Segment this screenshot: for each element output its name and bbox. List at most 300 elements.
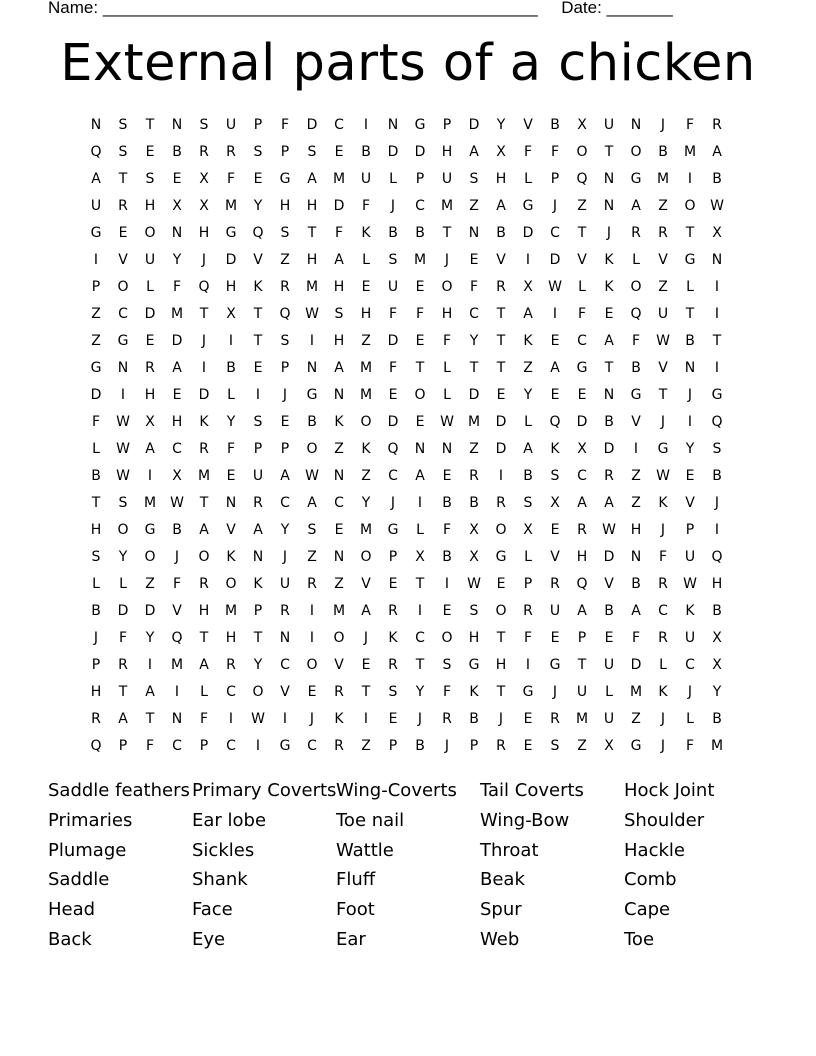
grid-letter: B <box>91 603 101 619</box>
grid-letter: B <box>658 144 668 160</box>
grid-letter: P <box>199 738 209 754</box>
grid-letter: X <box>712 630 722 646</box>
grid-letter: G <box>387 522 399 538</box>
grid-letter: P <box>415 171 425 187</box>
grid-letter: C <box>334 495 344 511</box>
grid-letter: A <box>604 495 614 511</box>
name-label: Name: <box>48 0 99 17</box>
grid-letter: O <box>414 387 426 403</box>
grid-letter: T <box>496 684 506 700</box>
grid-letter: E <box>496 576 506 592</box>
grid-letter: F <box>523 630 533 646</box>
grid-letter: H <box>306 252 318 268</box>
grid-letter: L <box>605 684 613 700</box>
grid-letter: M <box>413 252 427 268</box>
grid-letter: M <box>170 306 184 322</box>
grid-letter: Z <box>361 738 371 754</box>
word-list-item: Ear lobe <box>192 809 267 831</box>
grid-letter: L <box>389 171 397 187</box>
grid-letter: E <box>388 576 398 592</box>
grid-letter: L <box>416 522 424 538</box>
grid-letter: C <box>118 306 128 322</box>
grid-letter: G <box>90 225 102 241</box>
grid-letter: R <box>118 657 128 673</box>
grid-letter: Y <box>496 117 506 133</box>
grid-letter: K <box>658 684 668 700</box>
grid-letter: V <box>685 495 695 511</box>
grid-letter: B <box>172 522 182 538</box>
grid-letter: E <box>415 414 425 430</box>
grid-letter: B <box>685 333 695 349</box>
grid-letter: M <box>359 360 373 376</box>
grid-letter: R <box>631 225 641 241</box>
word-list-item: Spur <box>480 899 522 921</box>
grid-letter: T <box>307 225 317 241</box>
date-field[interactable]: _______ <box>606 0 673 17</box>
grid-letter: C <box>469 306 479 322</box>
grid-letter: A <box>145 684 155 700</box>
grid-letter: F <box>442 684 452 700</box>
grid-letter: R <box>496 279 506 295</box>
grid-letter: E <box>172 171 182 187</box>
grid-letter: I <box>417 603 423 619</box>
grid-letter: B <box>172 144 182 160</box>
grid-letter: J <box>660 117 666 133</box>
grid-letter: T <box>118 171 128 187</box>
grid-letter: F <box>172 279 182 295</box>
grid-letter: E <box>118 225 128 241</box>
grid-letter: X <box>496 144 506 160</box>
grid-letter: P <box>577 630 587 646</box>
grid-letter: J <box>660 711 666 727</box>
grid-letter: O <box>495 522 507 538</box>
grid-letter: X <box>172 198 182 214</box>
grid-letter: A <box>415 468 425 484</box>
grid-letter: Q <box>711 414 723 430</box>
grid-letter: M <box>359 387 373 403</box>
grid-letter: S <box>145 171 155 187</box>
grid-letter: K <box>388 630 398 646</box>
grid-letter: R <box>388 657 398 673</box>
grid-letter: E <box>550 522 560 538</box>
grid-letter: E <box>604 630 614 646</box>
grid-letter: X <box>523 279 533 295</box>
grid-letter: T <box>253 630 263 646</box>
word-list-item: Foot <box>336 899 375 921</box>
grid-letter: J <box>282 549 288 565</box>
grid-letter: K <box>253 576 263 592</box>
grid-letter: A <box>550 360 560 376</box>
grid-letter: I <box>498 468 504 484</box>
grid-letter: T <box>118 684 128 700</box>
grid-letter: K <box>361 225 371 241</box>
grid-letter: M <box>710 738 724 754</box>
grid-letter: H <box>360 306 372 322</box>
grid-letter: V <box>658 252 668 268</box>
grid-letter: E <box>361 279 371 295</box>
grid-letter: B <box>415 225 425 241</box>
grid-letter: Q <box>387 441 399 457</box>
grid-letter: H <box>468 630 480 646</box>
grid-letter: I <box>309 630 315 646</box>
grid-letter: D <box>144 306 156 322</box>
grid-letter: I <box>714 360 720 376</box>
grid-letter: C <box>577 333 587 349</box>
grid-letter: E <box>442 603 452 619</box>
grid-letter: C <box>172 441 182 457</box>
grid-letter: S <box>118 117 128 133</box>
grid-letter: Z <box>361 468 371 484</box>
grid-letter: U <box>90 198 102 214</box>
grid-letter: M <box>467 414 481 430</box>
grid-letter: A <box>307 171 317 187</box>
grid-letter: O <box>360 549 372 565</box>
grid-letter: V <box>658 360 668 376</box>
grid-letter: S <box>712 441 722 457</box>
grid-letter: G <box>117 333 129 349</box>
grid-letter: I <box>687 414 693 430</box>
grid-letter: G <box>144 522 156 538</box>
grid-letter: H <box>90 684 102 700</box>
grid-letter: P <box>253 603 263 619</box>
grid-letter: Z <box>469 441 479 457</box>
word-list-item: Ear <box>336 929 366 950</box>
grid-letter: A <box>145 441 155 457</box>
grid-letter: W <box>170 495 184 511</box>
grid-letter: I <box>552 306 558 322</box>
grid-letter: L <box>362 252 370 268</box>
grid-letter: Z <box>280 252 290 268</box>
grid-letter: E <box>550 630 560 646</box>
grid-letter: U <box>441 171 453 187</box>
grid-letter: H <box>279 198 291 214</box>
grid-letter: R <box>307 576 317 592</box>
grid-letter: F <box>226 441 236 457</box>
grid-letter: D <box>144 603 156 619</box>
grid-letter: M <box>224 198 238 214</box>
grid-letter: O <box>144 225 156 241</box>
grid-letter: M <box>440 198 454 214</box>
grid-letter: T <box>91 495 101 511</box>
grid-letter: G <box>576 360 588 376</box>
grid-letter: D <box>549 252 561 268</box>
grid-letter: B <box>631 360 641 376</box>
grid-letter: R <box>658 630 668 646</box>
grid-letter: R <box>658 576 668 592</box>
grid-letter: Y <box>685 441 695 457</box>
grid-letter: M <box>683 144 697 160</box>
grid-letter: W <box>116 441 130 457</box>
grid-letter: U <box>252 468 264 484</box>
grid-letter: F <box>334 225 344 241</box>
grid-letter: T <box>604 144 614 160</box>
grid-letter: R <box>280 603 290 619</box>
grid-letter: Y <box>145 630 155 646</box>
grid-letter: C <box>577 468 587 484</box>
grid-letter: J <box>444 252 450 268</box>
grid-letter: A <box>496 198 506 214</box>
grid-letter: P <box>253 441 263 457</box>
grid-letter: K <box>685 603 695 619</box>
grid-letter: D <box>468 117 480 133</box>
grid-letter: P <box>280 360 290 376</box>
grid-letter: T <box>442 225 452 241</box>
grid-letter: N <box>171 117 183 133</box>
grid-letter: R <box>523 603 533 619</box>
grid-letter: B <box>712 468 722 484</box>
grid-letter: K <box>226 549 236 565</box>
grid-letter: B <box>604 414 614 430</box>
grid-letter: A <box>199 522 209 538</box>
grid-letter: D <box>306 117 318 133</box>
grid-letter: B <box>442 495 452 511</box>
grid-letter: G <box>711 387 723 403</box>
grid-letter: L <box>92 576 100 592</box>
grid-letter: D <box>387 414 399 430</box>
grid-letter: X <box>145 414 155 430</box>
grid-letter: B <box>604 603 614 619</box>
grid-letter: H <box>441 306 453 322</box>
grid-letter: A <box>604 333 614 349</box>
grid-letter: R <box>469 468 479 484</box>
grid-letter: C <box>307 738 317 754</box>
grid-letter: F <box>226 171 236 187</box>
grid-letter: Z <box>334 441 344 457</box>
grid-letter: I <box>228 711 234 727</box>
grid-letter: I <box>687 171 693 187</box>
grid-letter: E <box>334 522 344 538</box>
grid-letter: H <box>171 414 183 430</box>
grid-letter: S <box>307 144 317 160</box>
grid-letter: S <box>118 144 128 160</box>
grid-letter: R <box>604 468 614 484</box>
grid-letter: I <box>174 684 180 700</box>
grid-letter: J <box>687 684 693 700</box>
grid-letter: H <box>333 333 345 349</box>
grid-letter: S <box>550 738 560 754</box>
grid-letter: S <box>523 495 533 511</box>
grid-letter: H <box>576 549 588 565</box>
word-list-item: Face <box>192 899 233 921</box>
grid-letter: X <box>199 171 209 187</box>
grid-letter: B <box>496 225 506 241</box>
grid-letter: E <box>145 333 155 349</box>
grid-letter: B <box>442 549 452 565</box>
grid-letter: A <box>577 495 587 511</box>
grid-letter: Z <box>91 333 101 349</box>
grid-letter: I <box>309 333 315 349</box>
grid-letter: N <box>630 549 642 565</box>
grid-letter: T <box>145 117 155 133</box>
grid-letter: X <box>469 522 479 538</box>
grid-letter: E <box>496 387 506 403</box>
word-list-item: Primary Coverts <box>192 780 337 801</box>
grid-letter: T <box>577 225 587 241</box>
grid-letter: R <box>226 144 236 160</box>
grid-letter: V <box>577 252 587 268</box>
grid-letter: B <box>388 225 398 241</box>
grid-letter: J <box>498 711 504 727</box>
grid-letter: G <box>495 549 507 565</box>
grid-letter: F <box>658 549 668 565</box>
grid-letter: I <box>714 306 720 322</box>
grid-letter: E <box>280 414 290 430</box>
grid-letter: X <box>469 549 479 565</box>
grid-letter: Y <box>253 198 263 214</box>
grid-letter: F <box>631 630 641 646</box>
grid-letter: T <box>658 387 668 403</box>
grid-letter: U <box>387 279 399 295</box>
word-list-item: Wattle <box>336 839 394 861</box>
grid-letter: Z <box>334 576 344 592</box>
grid-letter: M <box>575 711 589 727</box>
grid-letter: Z <box>577 738 587 754</box>
grid-letter: C <box>172 738 182 754</box>
grid-letter: E <box>145 144 155 160</box>
grid-letter: M <box>305 279 319 295</box>
grid-letter: C <box>388 468 398 484</box>
grid-letter: Y <box>361 495 371 511</box>
grid-letter: D <box>225 252 237 268</box>
grid-letter: B <box>226 360 236 376</box>
grid-letter: I <box>714 279 720 295</box>
grid-letter: D <box>414 144 426 160</box>
grid-letter: F <box>415 306 425 322</box>
grid-letter: H <box>333 279 345 295</box>
grid-letter: G <box>684 252 696 268</box>
grid-letter: T <box>712 333 722 349</box>
grid-letter: L <box>686 711 694 727</box>
word-list-item: Eye <box>192 929 226 950</box>
grid-letter: V <box>334 657 344 673</box>
grid-letter: Z <box>469 198 479 214</box>
grid-letter: N <box>252 549 264 565</box>
grid-letter: G <box>630 171 642 187</box>
grid-letter: L <box>524 414 532 430</box>
grid-letter: F <box>685 738 695 754</box>
grid-letter: G <box>279 738 291 754</box>
grid-letter: Q <box>279 306 291 322</box>
grid-letter: X <box>523 522 533 538</box>
grid-letter: W <box>710 198 724 214</box>
grid-letter: U <box>549 603 561 619</box>
word-list-item: Beak <box>480 869 525 891</box>
grid-letter: E <box>307 684 317 700</box>
grid-letter: X <box>415 549 425 565</box>
grid-letter: B <box>712 603 722 619</box>
grid-letter: T <box>469 360 479 376</box>
grid-letter: T <box>415 576 425 592</box>
grid-letter: T <box>415 360 425 376</box>
grid-letter: O <box>252 684 264 700</box>
grid-letter: M <box>629 684 643 700</box>
grid-letter: G <box>90 360 102 376</box>
grid-letter: T <box>496 630 506 646</box>
grid-letter: R <box>253 495 263 511</box>
grid-letter: C <box>685 657 695 673</box>
grid-letter: B <box>415 738 425 754</box>
grid-letter: H <box>225 630 237 646</box>
grid-letter: T <box>496 306 506 322</box>
grid-letter: U <box>225 117 237 133</box>
grid-letter: A <box>523 306 533 322</box>
grid-letter: Z <box>145 576 155 592</box>
grid-letter: Y <box>469 333 479 349</box>
grid-letter: A <box>469 144 479 160</box>
grid-letter: K <box>334 414 344 430</box>
grid-letter: R <box>388 603 398 619</box>
grid-letter: O <box>441 279 453 295</box>
grid-letter: E <box>172 387 182 403</box>
word-list-item: Sickles <box>192 839 255 861</box>
grid-letter: B <box>631 576 641 592</box>
grid-letter: B <box>550 117 560 133</box>
grid-letter: O <box>306 441 318 457</box>
grid-letter: L <box>524 171 532 187</box>
grid-letter: Z <box>631 468 641 484</box>
grid-letter: I <box>444 576 450 592</box>
grid-letter: Z <box>631 711 641 727</box>
grid-letter: S <box>388 684 398 700</box>
grid-letter: A <box>91 171 101 187</box>
grid-letter: Q <box>252 225 264 241</box>
grid-letter: D <box>603 441 615 457</box>
grid-letter: M <box>656 171 670 187</box>
grid-letter: Z <box>523 360 533 376</box>
name-field[interactable]: ______________________________________________ <box>102 0 538 17</box>
grid-letter: F <box>199 711 209 727</box>
grid-letter: Q <box>711 549 723 565</box>
grid-letter: I <box>633 441 639 457</box>
grid-letter: G <box>630 387 642 403</box>
grid-letter: E <box>442 468 452 484</box>
grid-letter: H <box>711 576 723 592</box>
grid-letter: O <box>333 630 345 646</box>
grid-letter: P <box>118 738 128 754</box>
grid-letter: T <box>199 495 209 511</box>
grid-letter: H <box>495 657 507 673</box>
grid-letter: N <box>684 360 696 376</box>
grid-letter: A <box>280 468 290 484</box>
grid-letter: I <box>525 252 531 268</box>
grid-letter: L <box>200 684 208 700</box>
grid-letter: L <box>659 657 667 673</box>
grid-letter: D <box>468 387 480 403</box>
grid-letter: U <box>576 684 588 700</box>
grid-letter: Q <box>90 738 102 754</box>
grid-letter: I <box>255 738 261 754</box>
grid-letter: M <box>224 603 238 619</box>
grid-letter: S <box>280 333 290 349</box>
word-list-item: Wing-Coverts <box>336 780 457 801</box>
grid-letter: S <box>280 225 290 241</box>
grid-letter: D <box>90 387 102 403</box>
grid-letter: H <box>630 522 642 538</box>
grid-letter: C <box>226 684 236 700</box>
grid-letter: A <box>307 495 317 511</box>
grid-letter: H <box>495 171 507 187</box>
grid-letter: F <box>469 279 479 295</box>
grid-letter: E <box>226 468 236 484</box>
grid-letter: A <box>631 603 641 619</box>
grid-letter: S <box>469 171 479 187</box>
grid-letter: I <box>525 657 531 673</box>
grid-letter: L <box>227 387 235 403</box>
grid-letter: X <box>577 117 587 133</box>
grid-letter: E <box>334 144 344 160</box>
grid-letter: A <box>172 360 182 376</box>
grid-letter: V <box>253 252 263 268</box>
